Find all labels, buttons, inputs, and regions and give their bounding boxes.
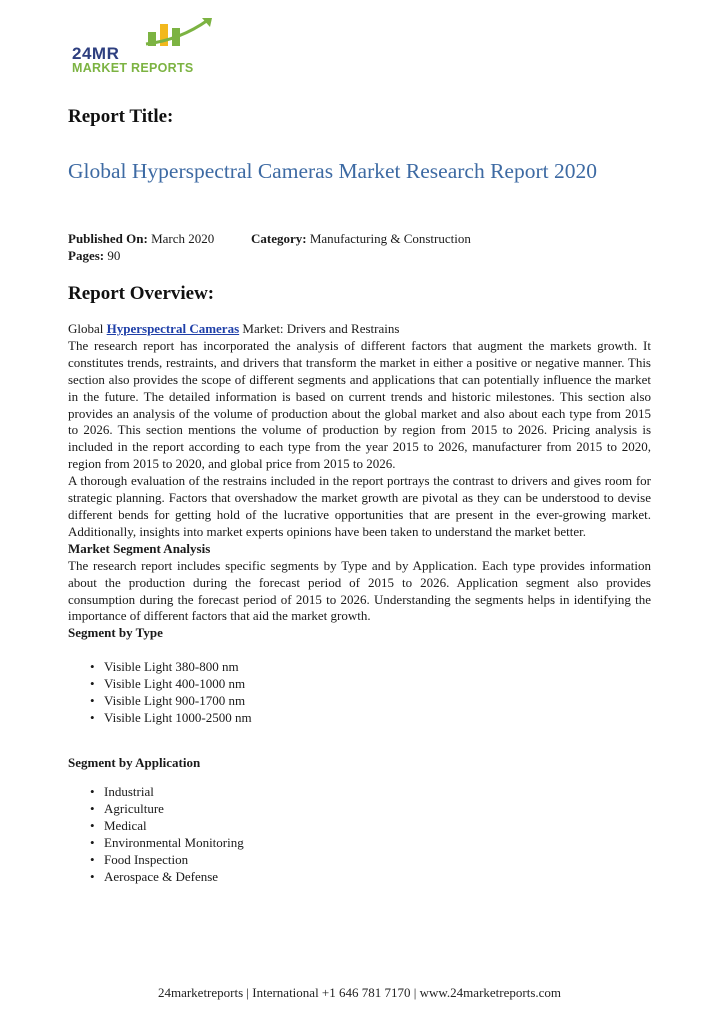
pages-label: Pages: xyxy=(68,248,105,263)
list-item: • Medical xyxy=(90,817,244,834)
list-item: • Food Inspection xyxy=(90,851,244,868)
published-on xyxy=(68,231,214,247)
logo-wordmark: 24MR xyxy=(72,44,120,63)
list-item: • Environmental Monitoring xyxy=(90,834,244,851)
overview-paragraph-1: The research report has incorporated the analysis of different factors that augment the markets growth. It constitutes trends, restraints, and drivers that transform the market in either a positive or negative manner. This section also provides the scope of different segments and applications that can potentially influence the market in the future. The detailed information is based on current trends and historic milestones. This section also provides an analysis of the volume of production about the global market and also about each type from 2015 to 2026. This section mentions the volume of production by region from 2015 to 2026. Pricing analysis is included in the report according to each type from the year 2015 to 2026, manufacturer from 2015 to 2020, region from 2015 to 2020, and global price from 2015 to 2026. xyxy=(68,337,651,472)
list-item: • Visible Light 1000-2500 nm xyxy=(90,709,252,726)
segment-by-type-list xyxy=(90,658,252,726)
segment-analysis-heading: Market Segment Analysis xyxy=(68,540,211,556)
logo xyxy=(70,18,220,78)
segment-by-application-list xyxy=(90,783,244,885)
report-title-label: Report Title: xyxy=(68,106,174,127)
footer: 24marketreports | International +1 646 781 7170 | www.24marketreports.com xyxy=(157,985,562,1000)
list-item: • Visible Light 400-1000 nm xyxy=(90,675,252,692)
segment-by-application-heading: Segment by Application xyxy=(68,755,201,770)
list-item: • Agriculture xyxy=(90,800,244,817)
report-overview xyxy=(68,321,651,642)
list-item: • Visible Light 900-1700 nm xyxy=(90,692,252,709)
list-item: • Visible Light 380-800 nm xyxy=(90,658,252,675)
list-item: • Aerospace & Defense xyxy=(90,868,244,885)
overview-paragraph-3: The research report includes specific segments by Type and by Application. Each type provides information about the production during the forecast period of 2015 to 2026. Application segment also provides consumption during the forecast period of 2015 to 2026. Understanding the segments helps in identifying the importance of different factors that aid the market growth. xyxy=(68,557,651,624)
list-item: • Industrial xyxy=(90,783,244,800)
category-value: Manufacturing & Construction xyxy=(309,231,471,246)
published-label: Published On: xyxy=(68,231,148,246)
overview-paragraph-2: A thorough evaluation of the restrains included in the report portrays the contrast to drivers and gives room for strategic planning. Factors that overshadow the market growth are pivotal as they can be understood to devise different bends for getting hold of the lucrative opportunities that are present in the ever-growing market. Additionally, insights into market experts opinions have been taken to understand the market better. xyxy=(68,473,651,539)
category xyxy=(251,231,471,247)
category-label: Category: xyxy=(251,231,307,246)
logo-tagline: MARKET REPORTS xyxy=(72,61,194,75)
report-overview-label: Report Overview: xyxy=(68,283,215,304)
pages xyxy=(68,248,120,264)
published-value: March 2020 xyxy=(151,231,215,246)
overview-intro: Global Hyperspectral Cameras Market: Drivers and Restrains xyxy=(68,321,400,336)
segment-by-type-heading: Segment by Type xyxy=(68,625,163,641)
hyperspectral-cameras-link[interactable]: Hyperspectral Cameras xyxy=(106,321,240,336)
pages-value: 90 xyxy=(107,248,121,263)
report-title: Global Hyperspectral Cameras Market Research Report 2020 xyxy=(68,159,597,183)
